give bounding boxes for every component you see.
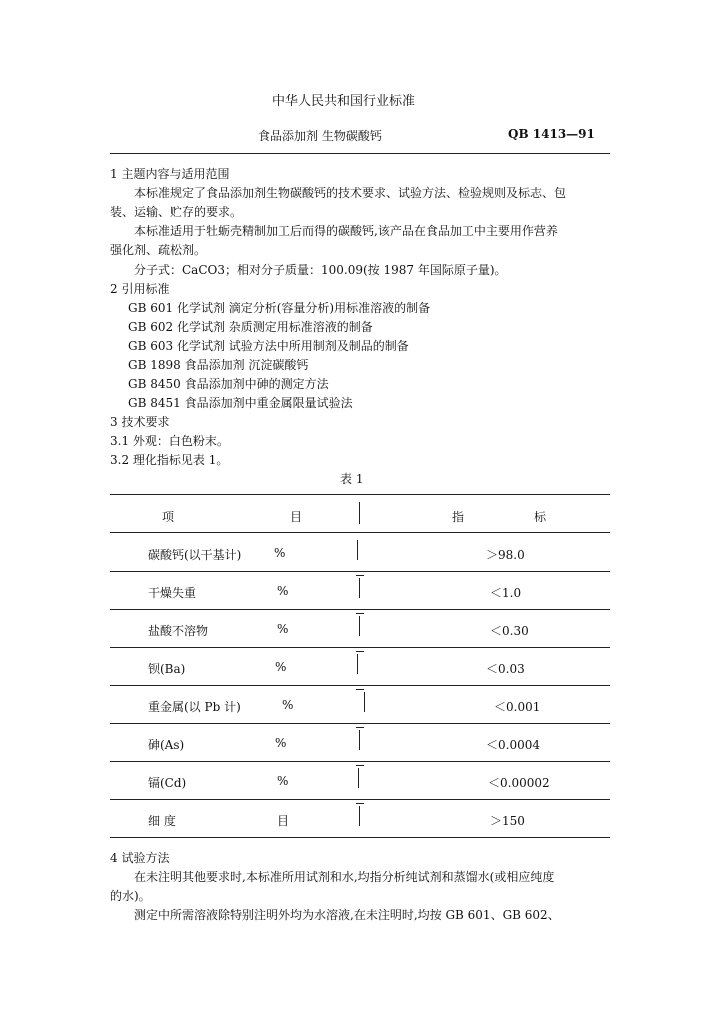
table-row-rule [110,609,610,610]
separator-tick [356,689,364,690]
row-unit: % [275,660,287,674]
section-4-paragraph-2: 测定中所需溶液除特别注明外均为水溶液,在未注明时,均按 GB 601、GB 602、 [134,908,560,922]
row-value: ＜0.03 [486,662,525,676]
table-bottom-rule [110,837,610,838]
row-item: 碳酸钙(以干基计) [148,548,242,562]
column-separator [357,540,358,560]
section-2-heading: 2 引用标准 [110,282,170,296]
row-item: 重金属(以 Pb 计) [148,700,241,714]
molecular-formula-line: 分子式：CaCO3；相对分子质量：100.09(按 1987 年国际原子量)。 [134,263,507,277]
row-item: 镉(Cd) [148,776,187,790]
reference-standard: GB 8450 食品添加剂中砷的测定方法 [128,377,329,391]
header-item-a: 项 [162,510,175,524]
section-1-heading: 1 主题内容与适用范围 [110,167,230,181]
table-row-rule [110,761,610,762]
section-1-paragraph-1: 本标准规定了食品添加剂生物碳酸钙的技术要求、试验方法、检验规则及标志、包 [134,186,567,200]
row-item: 干燥失重 [148,586,197,600]
row-unit: % [274,546,286,560]
table-row-rule [110,723,610,724]
reference-standard: GB 602 化学试剂 杂质测定用标准溶液的制备 [128,320,373,334]
column-separator [359,730,360,750]
row-unit: % [282,698,294,712]
row-value: ＜0.0004 [486,738,540,752]
header-item-b: 目 [290,510,303,524]
header-rule [110,153,610,154]
section-3-2: 3.2 理化指标见表 1。 [110,453,229,467]
top-title: 中华人民共和国行业标准 [272,94,416,109]
column-separator [359,616,360,636]
table-row-rule [110,647,610,648]
separator-tick [356,727,364,728]
row-unit: % [277,622,289,636]
table-row-rule [110,685,610,686]
column-separator [357,654,358,674]
row-item: 细 度 [148,814,176,828]
separator-tick [356,765,364,766]
reference-standard: GB 601 化学试剂 滴定分析(容量分析)用标准溶液的制备 [128,301,431,315]
row-value: ＜0.00002 [488,776,550,790]
header-index-b: 标 [534,510,547,524]
header-index-a: 指 [452,510,465,524]
row-value: ＞98.0 [486,548,525,562]
separator-tick [356,613,364,614]
reference-standard: GB 1898 食品添加剂 沉淀碳酸钙 [128,358,309,372]
row-unit: % [277,774,289,788]
row-value: ＜1.0 [490,586,522,600]
column-separator [359,806,360,826]
section-3-1: 3.1 外观：白色粉末。 [110,434,229,448]
table-row-rule [110,571,610,572]
section-1-paragraph-2: 本标准适用于牡蛎壳精制加工后而得的碳酸钙,该产品在食品加工中主要用作营养 [134,224,558,238]
row-value: ＜0.001 [494,700,541,714]
column-separator [358,768,359,788]
column-separator [359,578,360,598]
row-value: ＞150 [490,814,525,828]
row-item: 砷(As) [148,738,185,752]
section-1-paragraph-2-cont: 强化剂、疏松剂。 [110,243,207,257]
section-4-paragraph-1: 在未注明其他要求时,本标准所用试剂和水,均指分析纯试剂和蒸馏水(或相应纯度 [134,870,555,884]
row-unit: % [277,584,289,598]
row-item: 盐酸不溶物 [148,624,209,638]
section-4-paragraph-1-cont: 的水)。 [110,889,151,903]
document-code: QB 1413—91 [508,127,595,141]
section-3-heading: 3 技术要求 [110,415,170,429]
reference-standard: GB 8451 食品添加剂中重金属限量试验法 [128,396,353,410]
row-unit: % [275,736,287,750]
table-top-rule [110,494,610,495]
section-4-heading: 4 试验方法 [110,851,170,865]
row-item: 钡(Ba) [148,662,186,676]
table-row-rule [110,799,610,800]
column-separator [364,692,365,712]
separator-tick [356,651,364,652]
document-title: 食品添加剂 生物碳酸钙 [258,129,382,143]
table-caption: 表 1 [340,472,364,486]
reference-standard: GB 603 化学试剂 试验方法中所用制剂及制品的制备 [128,339,409,353]
column-separator [359,502,360,524]
section-1-paragraph-1-cont: 装、运输、贮存的要求。 [110,205,243,219]
row-value: ＜0.30 [490,624,529,638]
separator-tick [356,803,364,804]
separator-tick [356,575,364,576]
table-row-rule [110,532,610,533]
row-unit: 目 [277,814,290,828]
